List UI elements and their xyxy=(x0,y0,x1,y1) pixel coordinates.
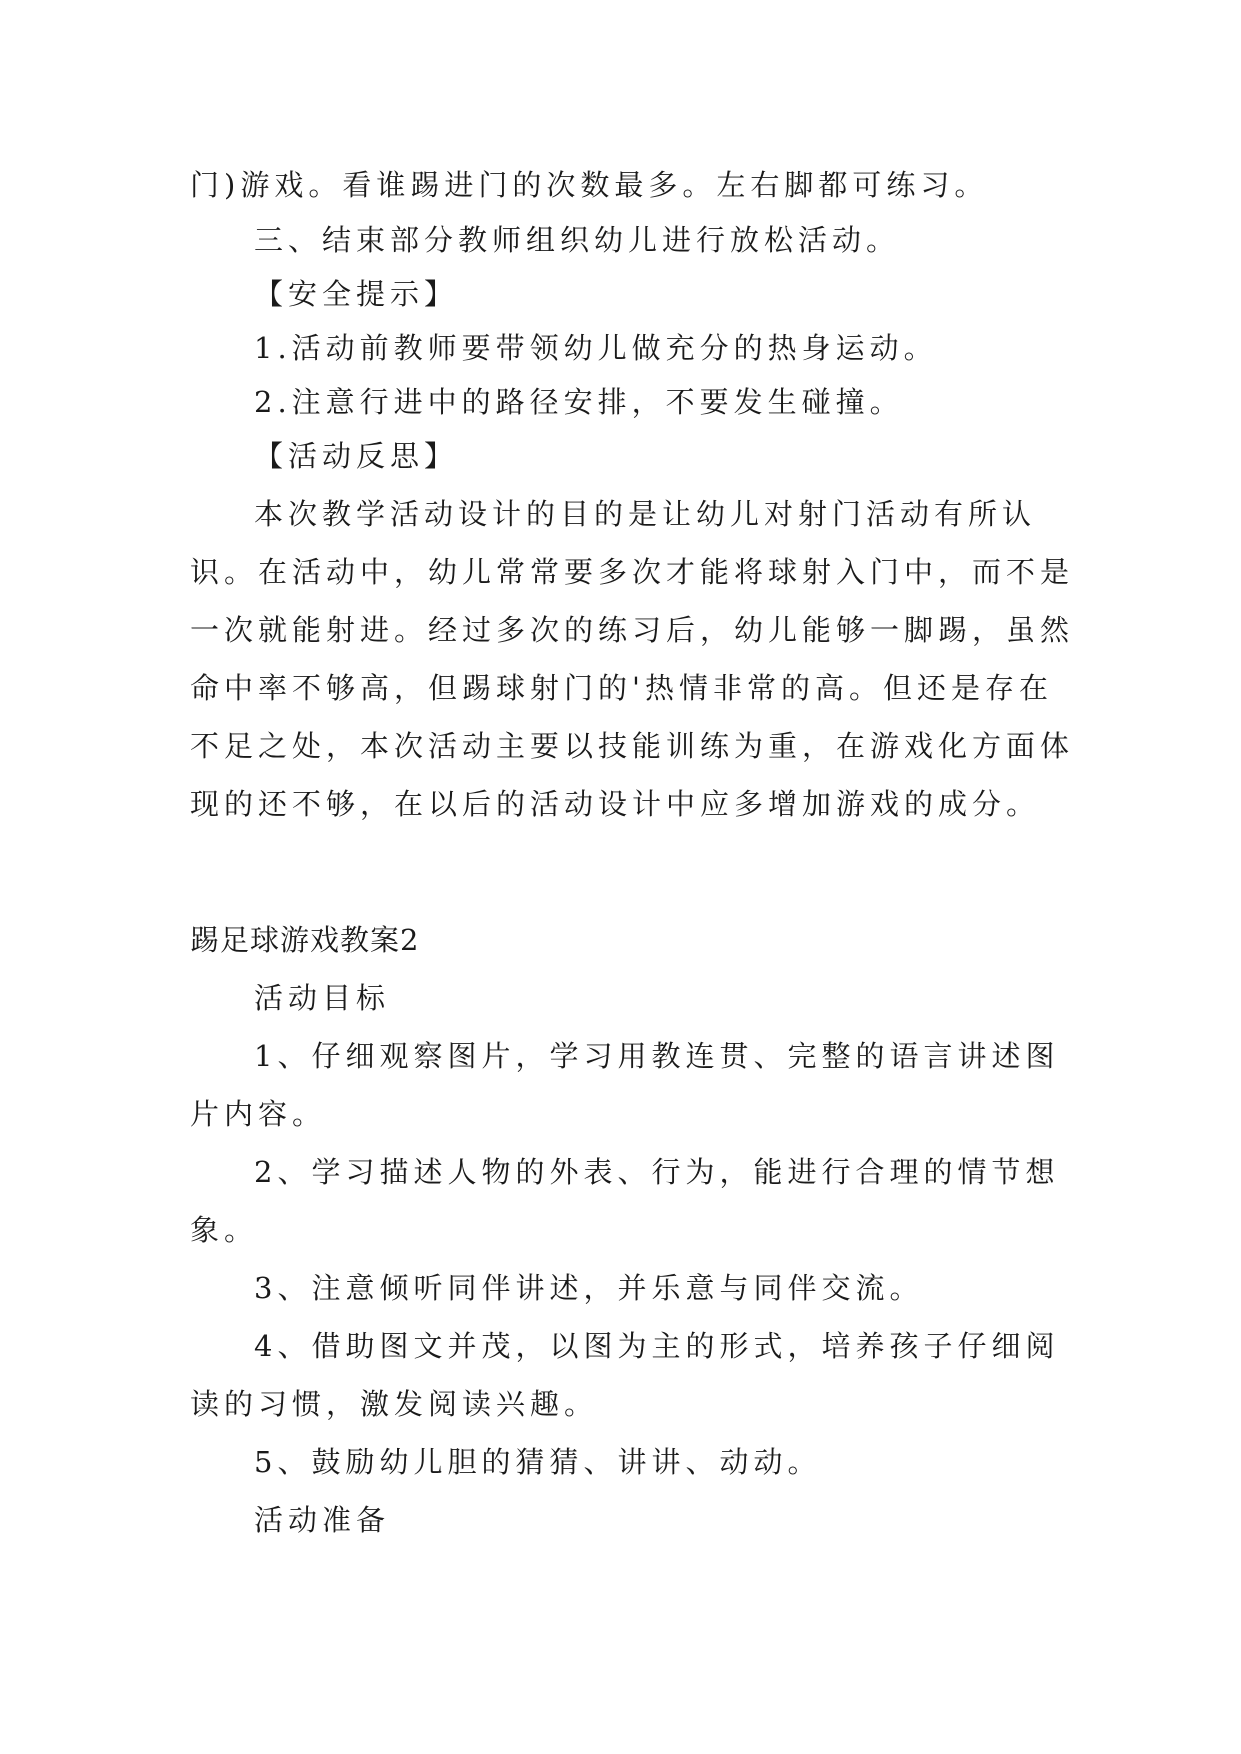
list-item: 1.活动前教师要带领幼儿做充分的热身运动。 xyxy=(254,331,938,365)
list-item: 4、借助图文并茂，以图为主的形式，培养孩子仔细阅 xyxy=(254,1329,1060,1363)
list-item: 2.注意行进中的路径安排，不要发生碰撞。 xyxy=(254,385,904,419)
list-item: 1、仔细观察图片，学习用教连贯、完整的语言讲述图 xyxy=(254,1039,1060,1073)
list-item: 2、学习描述人物的外表、行为，能进行合理的情节想 xyxy=(254,1155,1060,1189)
paragraph-line: 一次就能射进。经过多次的练习后，幼儿能够一脚踢，虽然 xyxy=(190,613,1075,647)
list-item-continuation: 象。 xyxy=(190,1213,259,1247)
paragraph-line: 三、结束部分教师组织幼儿进行放松活动。 xyxy=(254,223,901,257)
paragraph-line: 现的还不够，在以后的活动设计中应多增加游戏的成分。 xyxy=(190,787,1041,821)
paragraph-line: 门)游戏。看谁踢进门的次数最多。左右脚都可练习。 xyxy=(190,168,989,202)
paragraph-line: 命中率不够高，但踢球射门的'热情非常的高。但还是存在 xyxy=(190,671,1053,705)
section-title: 踢足球游戏教案2 xyxy=(190,923,420,957)
subheading-safety-tips: 【安全提示】 xyxy=(254,277,459,311)
paragraph-line: 不足之处，本次活动主要以技能训练为重，在游戏化方面体 xyxy=(190,729,1075,763)
list-item: 5、鼓励幼儿胆的猜猜、讲讲、动动。 xyxy=(254,1445,822,1479)
paragraph-line: 本次教学活动设计的目的是让幼儿对射门活动有所认 xyxy=(254,497,1037,531)
subheading-preparation: 活动准备 xyxy=(254,1503,391,1537)
list-item: 3、注意倾听同伴讲述，并乐意与同伴交流。 xyxy=(254,1271,924,1305)
subheading-reflection: 【活动反思】 xyxy=(254,439,459,473)
list-item-continuation: 片内容。 xyxy=(190,1097,327,1131)
list-item-continuation: 读的习惯，激发阅读兴趣。 xyxy=(190,1387,599,1421)
subheading-objectives: 活动目标 xyxy=(254,981,391,1015)
paragraph-line: 识。在活动中，幼儿常常要多次才能将球射入门中，而不是 xyxy=(190,555,1075,589)
